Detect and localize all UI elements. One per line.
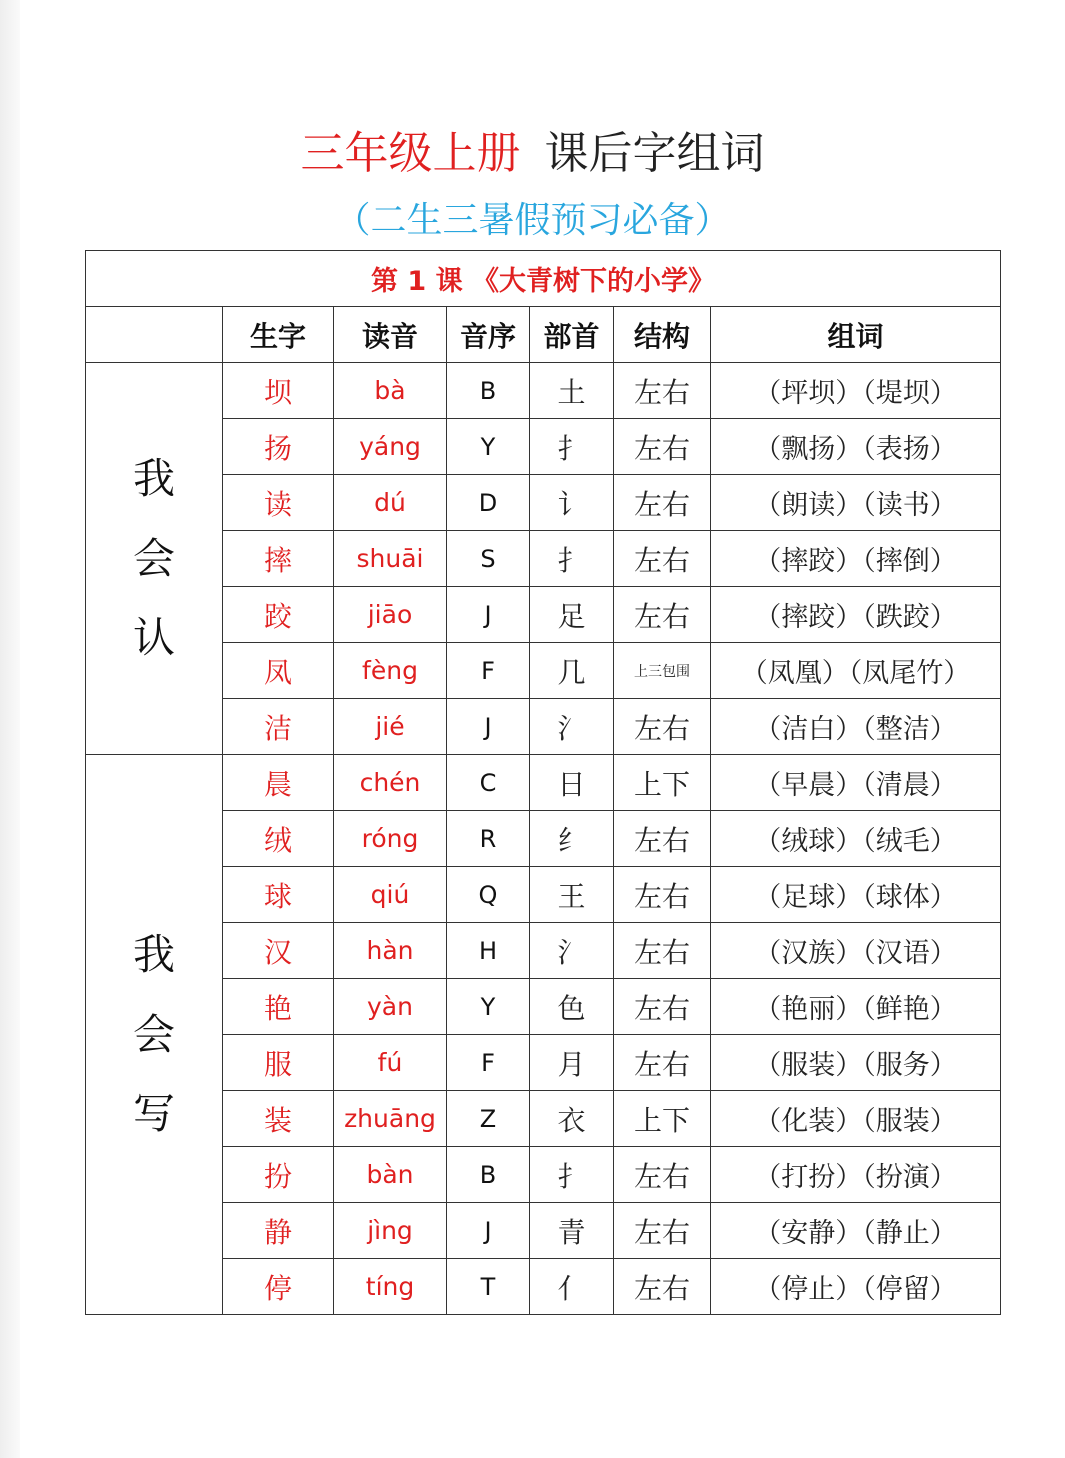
- radical-cell: 青: [530, 1203, 614, 1259]
- table-row: [86, 699, 1001, 755]
- pinyin-cell: zhuāng: [334, 1091, 447, 1147]
- structure-cell: 左右: [614, 1203, 711, 1259]
- group-label: [86, 363, 223, 755]
- radical-cell: 衣: [530, 1091, 614, 1147]
- group-label-char: 会: [132, 533, 175, 583]
- structure-cell: 左右: [614, 923, 711, 979]
- group-label-char: 写: [132, 1089, 175, 1139]
- table-row: [86, 867, 1001, 923]
- char-cell: 洁: [223, 699, 334, 755]
- words-cell: （洁白）（整洁）: [711, 699, 1001, 755]
- words-cell: （绒球）（绒毛）: [711, 811, 1001, 867]
- header-pinyin: 读音: [334, 307, 447, 363]
- table-row: [86, 587, 1001, 643]
- char-cell: 跤: [223, 587, 334, 643]
- words-cell: （汉族）（汉语）: [711, 923, 1001, 979]
- char-cell: 服: [223, 1035, 334, 1091]
- structure-cell: 左右: [614, 587, 711, 643]
- words-cell: （摔跤）（摔倒）: [711, 531, 1001, 587]
- words-cell: （安静）（静止）: [711, 1203, 1001, 1259]
- radical-cell: 日: [530, 755, 614, 811]
- pinyin-cell: jié: [334, 699, 447, 755]
- radical-cell: 扌: [530, 531, 614, 587]
- words-cell: （朗读）（读书）: [711, 475, 1001, 531]
- words-cell: （飘扬）（表扬）: [711, 419, 1001, 475]
- words-cell: （化装）（服装）: [711, 1091, 1001, 1147]
- table-row: [86, 1259, 1001, 1315]
- sound-order-cell: H: [447, 923, 530, 979]
- table-row: [86, 979, 1001, 1035]
- char-cell: 球: [223, 867, 334, 923]
- lesson-title-row: [86, 251, 1001, 307]
- group-label-char: 我: [132, 453, 175, 503]
- pinyin-cell: jìng: [334, 1203, 447, 1259]
- table-row: [86, 1035, 1001, 1091]
- pinyin-cell: tíng: [334, 1259, 447, 1315]
- pinyin-cell: yàn: [334, 979, 447, 1035]
- pinyin-cell: shuāi: [334, 531, 447, 587]
- pinyin-cell: jiāo: [334, 587, 447, 643]
- words-cell: （足球）（球体）: [711, 867, 1001, 923]
- char-cell: 装: [223, 1091, 334, 1147]
- table-row: [86, 811, 1001, 867]
- words-cell: （摔跤）（跌跤）: [711, 587, 1001, 643]
- char-cell: 扮: [223, 1147, 334, 1203]
- table-row: [86, 1203, 1001, 1259]
- pinyin-cell: fú: [334, 1035, 447, 1091]
- sound-order-cell: D: [447, 475, 530, 531]
- structure-cell: 左右: [614, 1259, 711, 1315]
- radical-cell: 月: [530, 1035, 614, 1091]
- words-cell: （艳丽）（鲜艳）: [711, 979, 1001, 1035]
- radical-cell: 扌: [530, 419, 614, 475]
- header-radical: 部首: [530, 307, 614, 363]
- page-title: [0, 122, 1065, 186]
- structure-cell: 左右: [614, 699, 711, 755]
- char-cell: 静: [223, 1203, 334, 1259]
- words-cell: （服装）（服务）: [711, 1035, 1001, 1091]
- structure-cell: 上下: [614, 1091, 711, 1147]
- radical-cell: 亻: [530, 1259, 614, 1315]
- radical-cell: 足: [530, 587, 614, 643]
- sound-order-cell: J: [447, 587, 530, 643]
- sound-order-cell: J: [447, 699, 530, 755]
- table-row: [86, 1147, 1001, 1203]
- group-label-char: 会: [132, 1009, 175, 1059]
- vocab-table: [85, 250, 1001, 1315]
- char-cell: 绒: [223, 811, 334, 867]
- structure-cell: 左右: [614, 811, 711, 867]
- words-cell: （坪坝）（堤坝）: [711, 363, 1001, 419]
- radical-cell: 色: [530, 979, 614, 1035]
- pinyin-cell: qiú: [334, 867, 447, 923]
- pinyin-cell: bàn: [334, 1147, 447, 1203]
- table-row: [86, 531, 1001, 587]
- group-label-char: 认: [132, 613, 175, 663]
- structure-cell: 左右: [614, 475, 711, 531]
- lesson-title: 第 1 课 《大青树下的小学》: [86, 251, 1001, 307]
- radical-cell: 几: [530, 643, 614, 699]
- char-cell: 晨: [223, 755, 334, 811]
- structure-cell: 左右: [614, 531, 711, 587]
- char-cell: 读: [223, 475, 334, 531]
- pinyin-cell: fèng: [334, 643, 447, 699]
- structure-cell: 左右: [614, 867, 711, 923]
- header-blank: [86, 307, 223, 363]
- sound-order-cell: Z: [447, 1091, 530, 1147]
- char-cell: 扬: [223, 419, 334, 475]
- sound-order-cell: B: [447, 1147, 530, 1203]
- structure-cell: 上三包围: [614, 643, 711, 699]
- table-row: [86, 363, 1001, 419]
- sound-order-cell: R: [447, 811, 530, 867]
- table-row: [86, 1091, 1001, 1147]
- group-label: [86, 755, 223, 1315]
- header-row: [86, 307, 1001, 363]
- radical-cell: 纟: [530, 811, 614, 867]
- page-subtitle: （二生三暑假预习必备）: [334, 200, 731, 241]
- sound-order-cell: S: [447, 531, 530, 587]
- sound-order-cell: C: [447, 755, 530, 811]
- pinyin-cell: hàn: [334, 923, 447, 979]
- header-char: 生字: [223, 307, 334, 363]
- structure-cell: 左右: [614, 1035, 711, 1091]
- char-cell: 坝: [223, 363, 334, 419]
- char-cell: 汉: [223, 923, 334, 979]
- pinyin-cell: dú: [334, 475, 447, 531]
- radical-cell: 氵: [530, 923, 614, 979]
- structure-cell: 左右: [614, 979, 711, 1035]
- words-cell: （打扮）（扮演）: [711, 1147, 1001, 1203]
- table-row: [86, 475, 1001, 531]
- radical-cell: 氵: [530, 699, 614, 755]
- group-label-char: 我: [132, 929, 175, 979]
- sound-order-cell: Q: [447, 867, 530, 923]
- pinyin-cell: yáng: [334, 419, 447, 475]
- sound-order-cell: Y: [447, 419, 530, 475]
- radical-cell: 王: [530, 867, 614, 923]
- sound-order-cell: F: [447, 643, 530, 699]
- char-cell: 凤: [223, 643, 334, 699]
- char-cell: 摔: [223, 531, 334, 587]
- title-topic: 课后字组词: [544, 128, 765, 179]
- table-row: [86, 643, 1001, 699]
- radical-cell: 扌: [530, 1147, 614, 1203]
- header-words: 组词: [711, 307, 1001, 363]
- table-row: [86, 923, 1001, 979]
- header-structure: 结构: [614, 307, 711, 363]
- char-cell: 停: [223, 1259, 334, 1315]
- words-cell: （凤凰）（凤尾竹）: [711, 643, 1001, 699]
- pinyin-cell: bà: [334, 363, 447, 419]
- char-cell: 艳: [223, 979, 334, 1035]
- structure-cell: 上下: [614, 755, 711, 811]
- sound-order-cell: Y: [447, 979, 530, 1035]
- words-cell: （早晨）（清晨）: [711, 755, 1001, 811]
- table-row: [86, 419, 1001, 475]
- header-order: 音序: [447, 307, 530, 363]
- table-row: [86, 755, 1001, 811]
- structure-cell: 左右: [614, 419, 711, 475]
- words-cell: （停止）（停留）: [711, 1259, 1001, 1315]
- sound-order-cell: B: [447, 363, 530, 419]
- sound-order-cell: T: [447, 1259, 530, 1315]
- title-grade: 三年级上册: [300, 128, 521, 179]
- sound-order-cell: F: [447, 1035, 530, 1091]
- pinyin-cell: chén: [334, 755, 447, 811]
- structure-cell: 左右: [614, 1147, 711, 1203]
- radical-cell: 土: [530, 363, 614, 419]
- pinyin-cell: róng: [334, 811, 447, 867]
- sound-order-cell: J: [447, 1203, 530, 1259]
- structure-cell: 左右: [614, 363, 711, 419]
- radical-cell: 讠: [530, 475, 614, 531]
